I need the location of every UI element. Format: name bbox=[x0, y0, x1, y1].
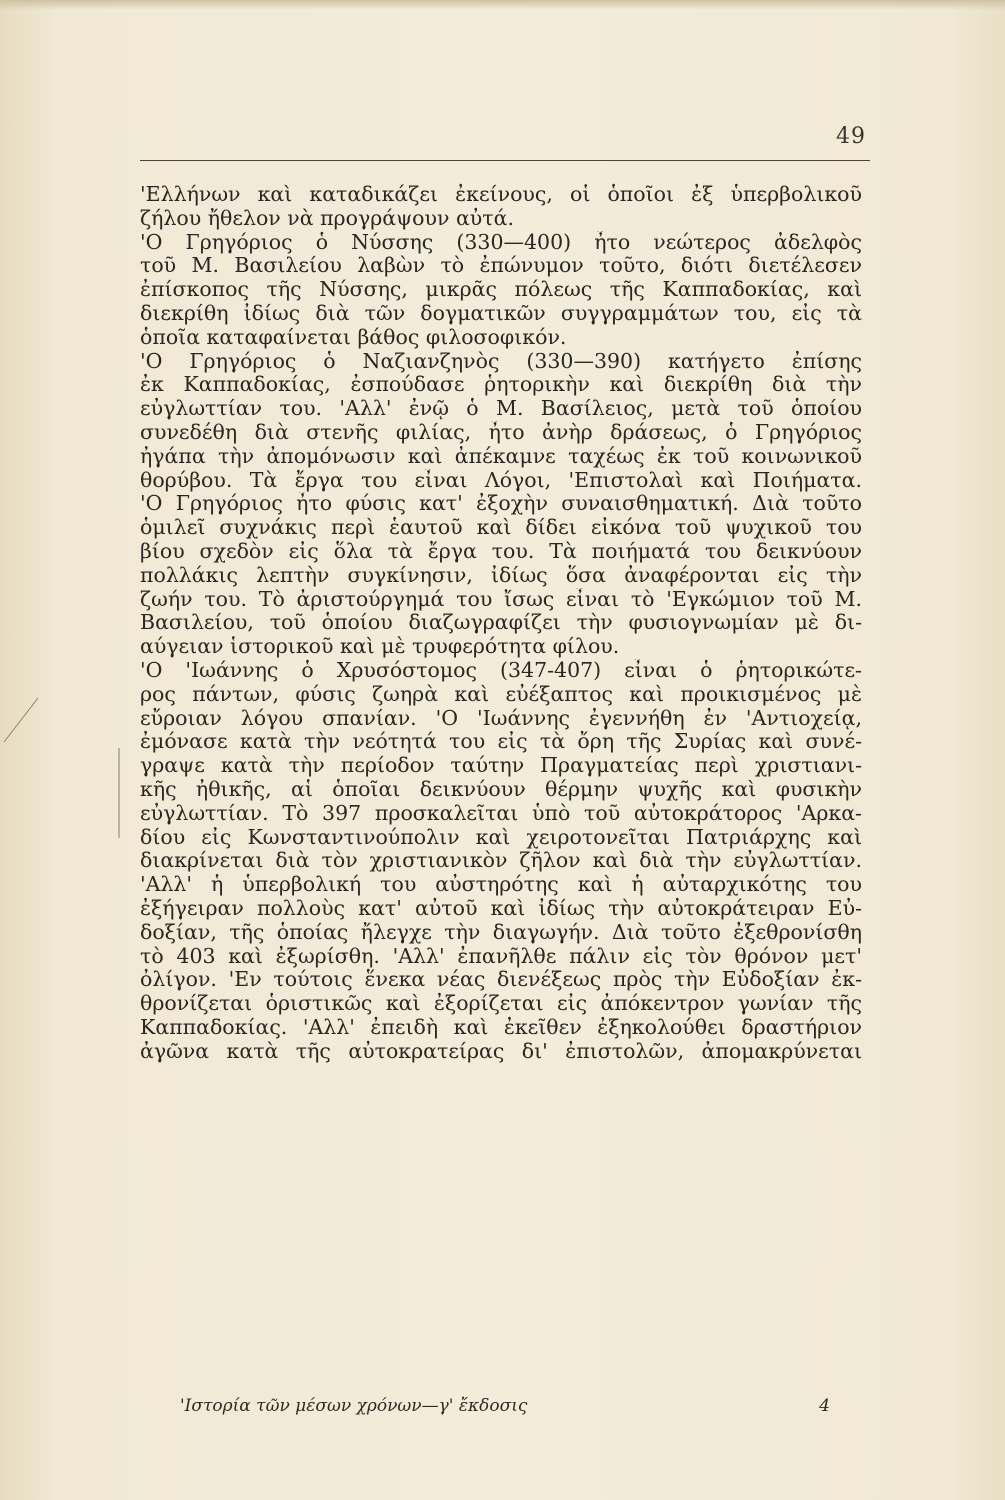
text-line: τὸ 403 καὶ ἐξωρίσθη. 'Αλλ' ἐπανῆλθε πάλιν εἰς τὸν θρόνον μετ' bbox=[140, 944, 862, 968]
text-line: 'Ο Γρηγόριος ὁ Νύσσης (330—400) ἦτο νεώτερος ἀδελφὸς bbox=[140, 230, 862, 254]
margin-bracket-mark bbox=[118, 748, 120, 838]
text-line: ρος πάντων, φύσις ζωηρὰ καὶ εὐέξαπτος καὶ προικισμένος μὲ bbox=[140, 682, 862, 706]
text-line: ἐπίσκοπος τῆς Νύσσης, μικρᾶς πόλεως τῆς Καππαδοκίας, καὶ bbox=[140, 278, 862, 302]
text-line: ἀγῶνα κατὰ τῆς αὐτοκρατείρας δι' ἐπιστολῶν, ἀπομακρύνεται bbox=[140, 1039, 862, 1063]
text-line: διεκρίθη ἰδίως διὰ τῶν δογματικῶν συγγραμμάτων του, εἰς τὰ bbox=[140, 301, 862, 325]
text-line: ὁποῖα καταφαίνεται βάθος φιλοσοφικόν. bbox=[140, 325, 567, 349]
text-line: ἐκ Καππαδοκίας, ἐσπούδασε ῥητορικὴν καὶ διεκρίθη διὰ τὴν bbox=[140, 373, 862, 397]
text-line: εὐγλωττίαν. Τὸ 397 προσκαλεῖται ὑπὸ τοῦ αὐτοκράτορος 'Αρκα- bbox=[140, 801, 862, 825]
body-text bbox=[140, 183, 862, 1063]
text-line: θορύβου. Τὰ ἔργα του εἶναι Λόγοι, 'Επιστολαὶ καὶ Ποιήματα. bbox=[140, 468, 862, 492]
footer-signature: 4 bbox=[819, 1396, 830, 1416]
text-line: 'Αλλ' ἡ ὑπερβολική του αὐστηρότης καὶ ἡ αὐταρχικότης του bbox=[140, 873, 862, 897]
text-line: δίου εἰς Κωνσταντινούπολιν καὶ χειροτονεῖται Πατριάρχης καὶ bbox=[140, 825, 862, 849]
text-line: εὔροιαν λόγου σπανίαν. 'Ο 'Ιωάννης ἐγεννήθη ἐν 'Αντιοχείᾳ, bbox=[140, 706, 862, 730]
text-line: ζωήν του. Τὸ ἀριστούργημά του ἴσως εἶναι τὸ 'Εγκώμιον τοῦ Μ. bbox=[140, 587, 862, 611]
text-line: ἐμόνασε κατὰ τὴν νεότητά του εἰς τὰ ὄρη τῆς Συρίας καὶ συνέ- bbox=[140, 730, 862, 754]
page-number: 49 bbox=[836, 124, 866, 149]
text-line: ὁμιλεῖ συχνάκις περὶ ἑαυτοῦ καὶ δίδει εἰκόνα τοῦ ψυχικοῦ του bbox=[140, 516, 862, 540]
text-line: δοξίαν, τῆς ὁποίας ἤλεγχε τὴν διαγωγήν. Διὰ τοῦτο ἐξεθρονίσθη bbox=[140, 920, 862, 944]
text-line: ζήλου ἤθελον νὰ προγράψουν αὐτά. bbox=[140, 206, 514, 230]
header-rule bbox=[140, 160, 870, 161]
text-line: ὀλίγον. 'Εν τούτοις ἕνεκα νέας διενέξεως πρὸς τὴν Εὐδοξίαν ἐκ- bbox=[140, 968, 862, 992]
text-line: ἠγάπα τὴν ἀπομόνωσιν καὶ ἀπέκαμνε ταχέως ἐκ τοῦ κοινωνικοῦ bbox=[140, 444, 862, 468]
text-line: 'Ελλήνων καὶ καταδικάζει ἐκείνους, οἱ ὁποῖοι ἐξ ὑπερβολικοῦ bbox=[140, 183, 862, 206]
text-line: Βασιλείου, τοῦ ὁποίου διαζωγραφίζει τὴν φυσιογνωμίαν μὲ δι- bbox=[140, 611, 862, 635]
text-line: αύγειαν ἱστορικοῦ καὶ μὲ τρυφερότητα φίλου. bbox=[140, 635, 620, 659]
text-line: 'Ο Γρηγόριος ἦτο φύσις κατ' ἐξοχὴν συναισθηματική. Διὰ τοῦτο bbox=[140, 492, 862, 516]
text-line: εὐγλωττίαν του. 'Αλλ' ἐνῷ ὁ Μ. Βασίλειος, μετὰ τοῦ ὁποίου bbox=[140, 397, 862, 421]
footer-title: 'Ιστορία τῶν μέσων χρόνων—γ' ἔκδοσις bbox=[180, 1396, 528, 1416]
text-line: πολλάκις λεπτὴν συγκίνησιν, ἰδίως ὅσα ἀναφέρονται εἰς τὴν bbox=[140, 563, 862, 587]
text-line: γραψε κατὰ τὴν περίοδον ταύτην Πραγματείας περὶ χριστιανι- bbox=[140, 754, 862, 778]
text-line: 'Ο Γρηγόριος ὁ Ναζιανζηνὸς (330—390) κατήγετο ἐπίσης bbox=[140, 349, 862, 373]
text-line: κῆς ἠθικῆς, αἱ ὁποῖαι δεικνύουν θέρμην ψυχῆς καὶ φυσικὴν bbox=[140, 777, 862, 801]
page-top-edge bbox=[0, 0, 1005, 10]
text-line: βίου σχεδὸν εἰς ὅλα τὰ ἔργα του. Τὰ ποιήματά του δεικνύουν bbox=[140, 539, 862, 563]
text-line: θρονίζεται ὁριστικῶς καὶ ἐξορίζεται εἰς ἀπόκεντρον γωνίαν τῆς bbox=[140, 992, 862, 1016]
text-line: Καππαδοκίας. 'Αλλ' ἐπειδὴ καὶ ἐκεῖθεν ἐξηκολούθει δραστήριον bbox=[140, 1015, 862, 1039]
margin-pencil-mark bbox=[0, 690, 40, 750]
text-line: τοῦ Μ. Βασιλείου λαβὼν τὸ ἐπώνυμον τοῦτο, διότι διετέλεσεν bbox=[140, 254, 862, 278]
text-line: 'Ο 'Ιωάννης ὁ Χρυσόστομος (347-407) εἶναι ὁ ῥητορικώτε- bbox=[140, 658, 862, 682]
text-line: ἐξήγειραν πολλοὺς κατ' αὐτοῦ καὶ ἰδίως τὴν αὐτοκράτειραν Εὐ- bbox=[140, 896, 862, 920]
text-line: συνεδέθη διὰ στενῆς φιλίας, ἦτο ἀνὴρ δράσεως, ὁ Γρηγόριος bbox=[140, 420, 862, 444]
page-footer bbox=[180, 1396, 830, 1416]
text-line: διακρίνεται διὰ τὸν χριστιανικὸν ζῆλον καὶ διὰ τὴν εὐγλωττίαν. bbox=[140, 849, 862, 873]
